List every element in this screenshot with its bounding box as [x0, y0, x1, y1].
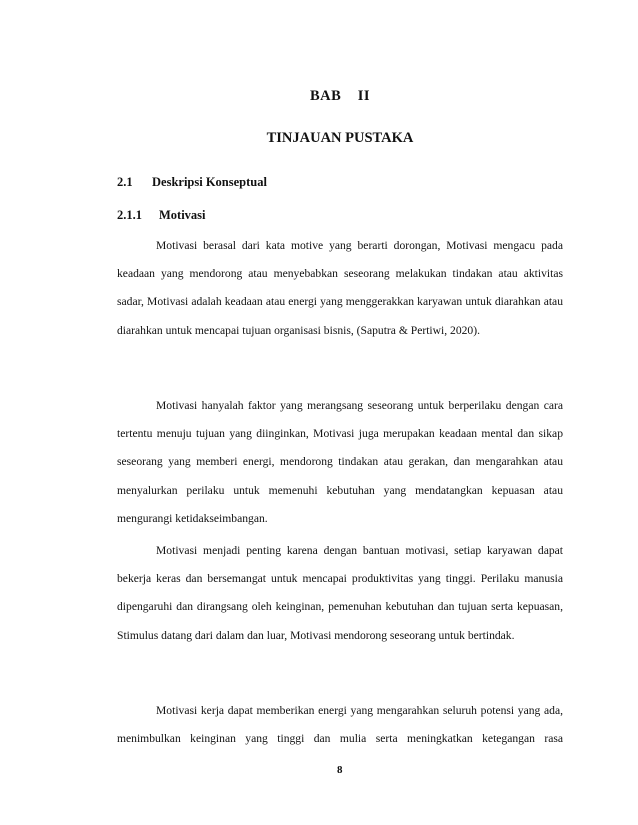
section-title: Motivasi — [159, 208, 206, 222]
section-heading-2-1-1 — [117, 208, 206, 223]
paragraph-3: Motivasi menjadi penting karena dengan bantuan motivasi, setiap karyawan dapat bekerja keras dan bersemangat untuk mencapai produktivitas yang tinggi. Perilaku manusia dipengaruhi dan dirangsang oleh keinginan, pemenuhan kebutuhan dan tujuan serta kepuasan, Stimulus datang dari dalam dan luar, Motivasi mendorong seseorang untuk bertindak. — [117, 544, 563, 642]
paragraph-4: Motivasi kerja dapat memberikan energi yang mengarahkan seluruh potensi yang ada, menimbulkan keinginan yang tinggi dan mulia serta meningkatkan ketegangan rasa — [117, 704, 563, 746]
paragraph-1: Motivasi berasal dari kata motive yang berarti dorongan, Motivasi mengacu pada keadaan yang mendorong atau menyebabkan seseorang melakukan tindakan atau aktivitas sadar, Motivasi adalah keadaan atau energi yang menggerakkan karyawan untuk diarahkan atau diarahkan untuk mencapai tujuan organisasi bisnis, (Saputra & Pertiwi, 2020). — [117, 239, 563, 337]
chapter-label: BAB II — [309, 88, 371, 104]
section-title: Deskripsi Konseptual — [152, 175, 267, 189]
section-number: 2.1 — [117, 175, 133, 189]
paragraph-2: Motivasi hanyalah faktor yang merangsang seseorang untuk berperilaku dengan cara tertentu menuju tujuan yang diinginkan, Motivasi juga merupakan keadaan mental dan sikap seseorang yang memberi energi, mendorong tindakan atau gerakan, dan mengarahkan atau menyalurkan perilaku untuk memenuhi kebutuhan yang mendatangkan kepuasan atau mengurangi ketidakseimbangan. — [117, 399, 563, 525]
section-number: 2.1.1 — [117, 208, 142, 222]
page-number: 8 — [337, 764, 343, 776]
chapter-title: TINJAUAN PUSTAKA — [266, 130, 414, 146]
section-heading-2-1 — [117, 175, 267, 190]
